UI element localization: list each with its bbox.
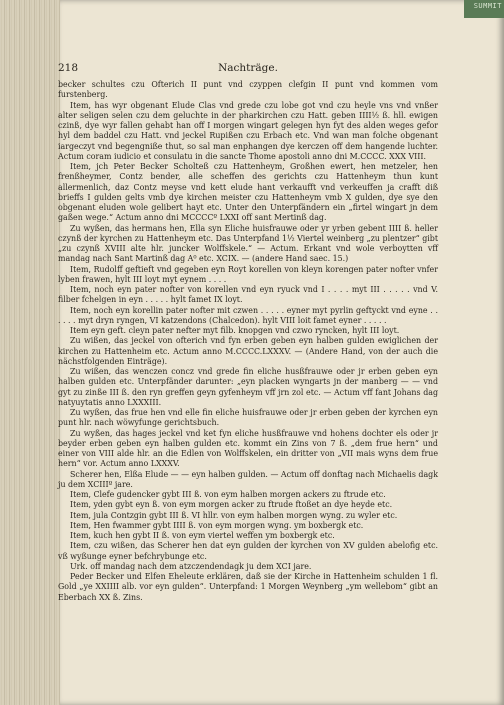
- paragraph: Zu wyßen, das hermans hen, Ella syn Eliche huisfrauwe oder yr yrben gebent IIII ß. heller czynß der kyrchen zu Hattenheym etc. Das Unterpfand 1½ Viertel weinberg „zu plentzer“ gibt „zu czynß XVIII alte hlr. juncker Wolffskele.“ — Actum. Erkant vnd wole verboytten vff mandag nach Sant Martinß dag A⁰ etc. XCIX. — (andere Hand saec. 15.): [58, 223, 438, 264]
- paragraph: Item, Hen fwammer gybt IIII ß. von eym morgen wyng. ym boxbergk etc.: [70, 520, 364, 530]
- paragraph: Item, jch Peter Becker Scholteß czu Hattenheym, Großhen ewert, hen metzeler, hen frenßheymer, Contz bender, alle scheffen des gerichts czu Hattenheym thun kunt allermenlich, daz Contz meyse vnd kett elude hant verkaufft vnd verkeuffen ja crafft diß brieffs I gulden gelts vmb dye kirchen meister czu Hattenheym vmb X gulden, dye sye den obgenant eluden wole gelibert hayt etc. Unter den Unterpfändern ein „firtel wingart jn dem gaßen wege.“ Actum anno dni MCCCCº LXXI off sant Mertinß dag.: [58, 162, 438, 223]
- paragraph: Urk. off mandag nach dem atzczendendagk ju dem XCI jare.: [70, 561, 312, 571]
- paragraph: Item eyn geft. cleyn pater nefter myt filb. knopgen vnd czwo ryncken, hylt III loyt.: [70, 326, 400, 335]
- paragraph: Item, czu wißen, das Scherer hen dat eyn gulden der kyrchen von XV gulden abelofig etc. vß wyßunge eyner befchrybunge etc.: [58, 541, 438, 561]
- paragraph: Item, jula Contzgin gybt III ß. VI hllr. von eym halben morgen wyng. zu wyler etc.: [70, 510, 398, 520]
- paragraph: Zu wyßen, das hages jeckel vnd ket fyn eliche husßfrauwe vnd hohens dochter els oder jr beyder erben geben eyn halben gulden etc. kommt ein Zins von 7 ß. „dem frue hern“ und einer von VIII alde hlr. an die Edlen von Wolffskelen, ein dritter von „VII mais wyns dem frue hern“ vor. Actum anno LXXXV.: [58, 428, 438, 469]
- paragraph: becker schultes czu Ofterich II punt vnd czyppen clefgin II punt vnd kommen vom furstenberg.: [58, 80, 438, 100]
- running-header: [58, 62, 438, 78]
- running-title: Nachträge.: [218, 62, 278, 74]
- paragraph: Zu wyßen, das frue hen vnd elle fin eliche huisfrauwe oder jr erben geben der kyrchen eyn punt hlr. nach wöwyfunge gerichtsbuch.: [58, 408, 438, 428]
- paragraph: Peder Becker und Elfen Eheleute erklären, daß sie der Kirche in Hattenheim schulden 1 fl. Gold „ye XXIIII alb. vor eyn gulden“. Unterpfand: 1 Morgen Weynberg „ym wellebom“ gibt an Eberbach XX ß. Zins.: [58, 572, 438, 602]
- paragraph: Item, Rudolff geftieft vnd gegeben eyn Royt korellen von kleyn korengen pater nofter vnfer lyben frawen, hylt III loyt myt eynem . . . .: [58, 264, 438, 284]
- bookmark-tab-label: SUMMIT: [473, 2, 502, 10]
- paragraph: Item, kuch hen gybt II ß. von eym viertel weffen ym boxbergk etc.: [70, 531, 335, 540]
- paragraph: Item, yden gybt eyn ß. von eym morgen acker zu ftrude ftoßet an dye heyde etc.: [70, 500, 393, 510]
- paragraph: Item, Clefe gudencker gybt III ß. von eym halben morgen ackers zu ftrude etc.: [70, 490, 386, 499]
- paragraph: Zu wißen, das wenczen concz vnd grede fin eliche husßfrauwe oder jr erben geben eyn halben gulden etc. Unterpfänder darunter: „eyn placken wyngarts jn der manberg — — vnd gyt zu zinße III ß. den ryn greffen geyn gyfenheym vff jrn zol etc. — Actum vff fant Johans dag natyuytatis anno LXXXIII.: [58, 367, 438, 407]
- bookmark-tab: [464, 0, 504, 18]
- paragraph: Item, has wyr obgenant Elude Clas vnd grede czu lobe got vnd czu heyle vns vnd vnßer alter seligen selen czu dem geluchte in der pharkirchen czu Hatt. geben IIII½ ß. hll. ewigen czinß, dye wyr fallen gehabt han off I morgen wingart gelegen hyn fyt des alden weges gefor hyl dem baddel czu Hatt. vnd jeckel Rupißen czu Erbach etc. Vnd wan man folche obgenant iargeczyt vnd begengniße thut, so sal man enphangen dye kerczen off dem hangende luchter. Actum coram iudicio et consulatu in die sancte Thome apostoli anno dni M.CCCC. XXX VIII.: [58, 100, 438, 161]
- paragraph: Item, noch eyn korellin pater nofter mit czwen . . . . . eyner myt pyrlin geftyckt vnd eyne . . . . . . myt dryn ryngen, VI katzendons (Chalcedon). hylt VIII loit famet eyner . . . . .: [58, 305, 438, 325]
- page-number: 218: [58, 62, 79, 74]
- paragraph: Scherer hen, Elßa Elude — — eyn halben gulden. — Actum off donftag nach Michaelis dagk ju dem XCIIIº jare.: [58, 469, 438, 489]
- body-text: [58, 80, 438, 603]
- paragraph: Zu wißen, das jeckel von ofterich vnd fyn erben geben eyn halben gulden ewiglichen der kirchen zu Hattenheim etc. Actum anno M.CCCC.LXXXV. — (Andere Hand, von der auch die nächstfolgenden Einträge).: [58, 336, 438, 366]
- paragraph: Item, noch eyn pater nofter von korellen vnd eyn ryuck vnd I . . . . myt III . . . . . vnd V. filber fchelgen in eyn . . . . . hylt famet IX loyt.: [58, 285, 438, 305]
